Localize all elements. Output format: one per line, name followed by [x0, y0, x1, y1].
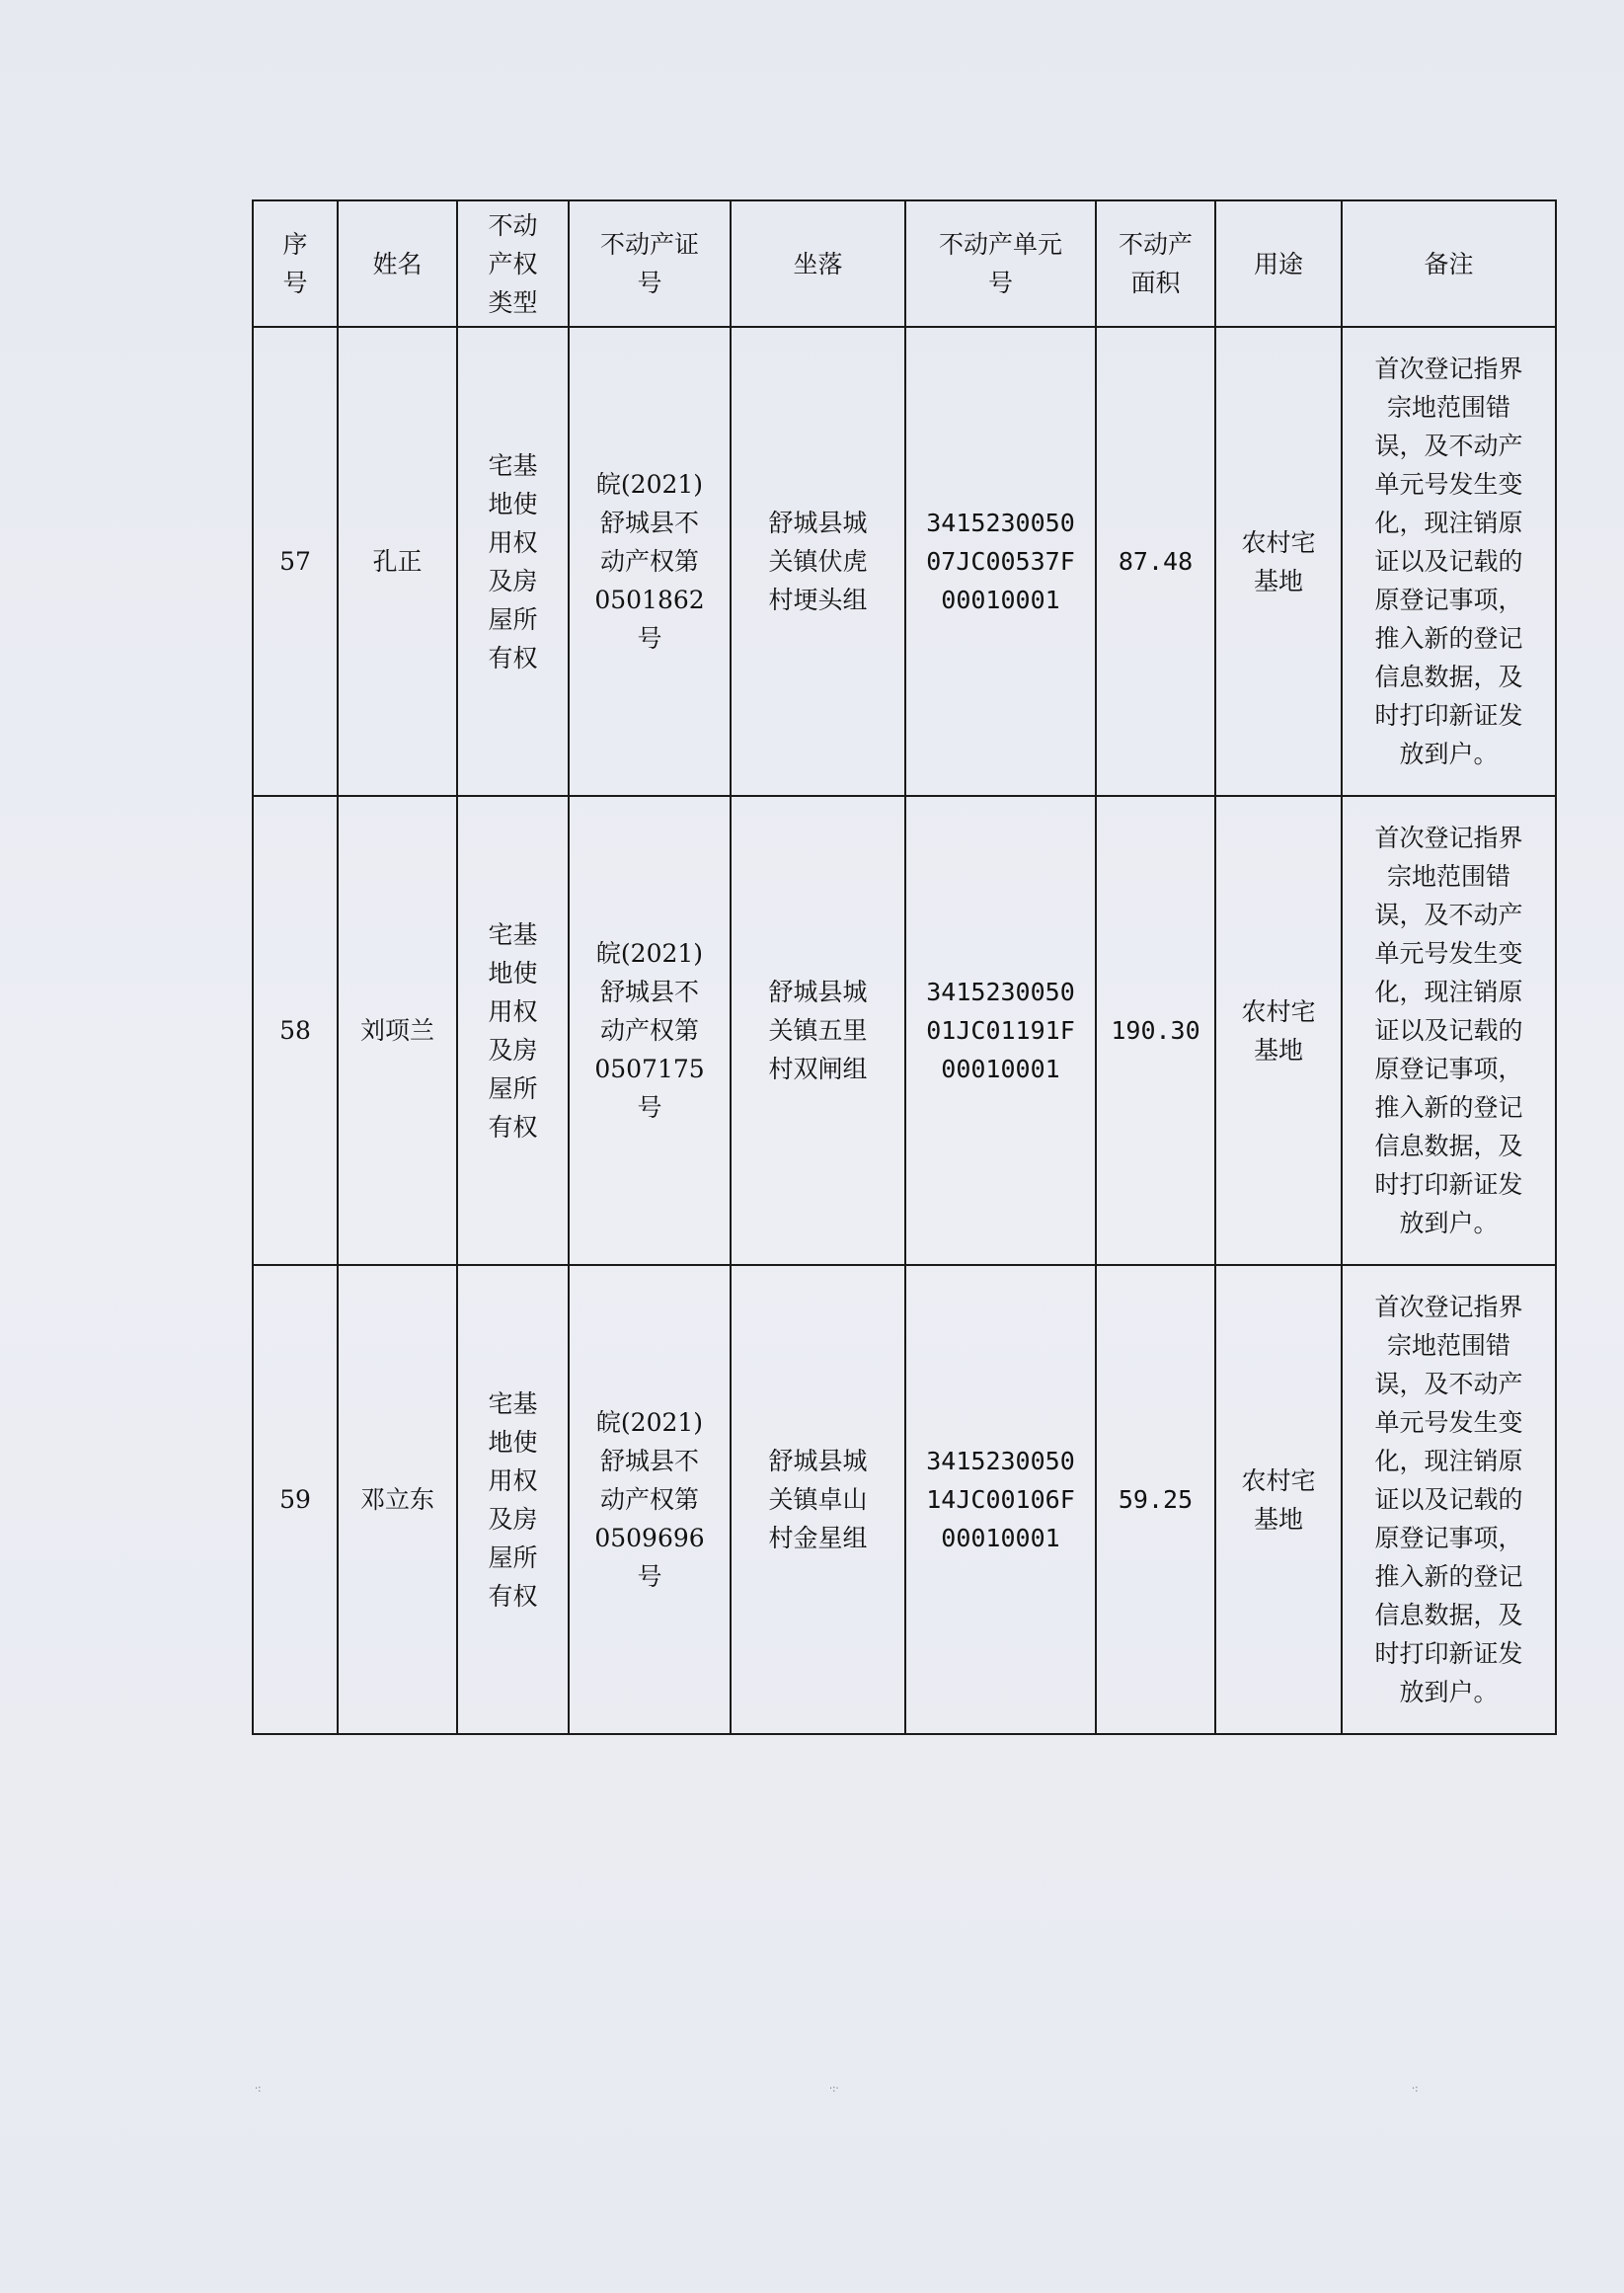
registry-table	[252, 199, 1557, 1735]
cell-usage: 农村宅 基地	[1215, 796, 1342, 1265]
table-row	[253, 327, 1556, 796]
cell-area: 190.30	[1096, 796, 1215, 1265]
cell-area: 87.48	[1096, 327, 1215, 796]
cell-name: 孔正	[338, 327, 457, 796]
cell-name: 邓立东	[338, 1265, 457, 1734]
cell-cert-no: 皖(2021) 舒城县不 动产权第 0501862 号	[569, 327, 731, 796]
header-cert-no: 不动产证 号	[569, 200, 731, 327]
cell-name: 刘项兰	[338, 796, 457, 1265]
scan-speck: ·:	[255, 2084, 262, 2095]
cell-remark: 首次登记指界 宗地范围错 误，及不动产 单元号发生变 化，现注销原 证以及记载的 原登记事项， 推入新的登记 信息数据，及 时打印新证发 放到户。	[1342, 1265, 1556, 1734]
cell-remark: 首次登记指界 宗地范围错 误，及不动产 单元号发生变 化，现注销原 证以及记载的 原登记事项， 推入新的登记 信息数据，及 时打印新证发 放到户。	[1342, 796, 1556, 1265]
cell-cert-no: 皖(2021) 舒城县不 动产权第 0507175 号	[569, 796, 731, 1265]
table-row	[253, 796, 1556, 1265]
header-remark: 备注	[1342, 200, 1556, 327]
header-row	[253, 200, 1556, 327]
cell-unit-no: 3415230050 01JC01191F 00010001	[905, 796, 1096, 1265]
scan-speck: ·:	[1412, 2084, 1419, 2095]
cell-location: 舒城县城 关镇五里 村双闸组	[731, 796, 905, 1265]
scan-speck: ·:·	[829, 2084, 839, 2095]
cell-location: 舒城县城 关镇卓山 村金星组	[731, 1265, 905, 1734]
header-right-type: 不动 产权 类型	[457, 200, 569, 327]
header-name: 姓名	[338, 200, 457, 327]
cell-right-type: 宅基 地使 用权 及房 屋所 有权	[457, 796, 569, 1265]
cell-usage: 农村宅 基地	[1215, 1265, 1342, 1734]
header-area: 不动产 面积	[1096, 200, 1215, 327]
cell-remark: 首次登记指界 宗地范围错 误，及不动产 单元号发生变 化，现注销原 证以及记载的 原登记事项， 推入新的登记 信息数据，及 时打印新证发 放到户。	[1342, 327, 1556, 796]
table-row	[253, 1265, 1556, 1734]
header-unit-no: 不动产单元 号	[905, 200, 1096, 327]
cell-usage: 农村宅 基地	[1215, 327, 1342, 796]
header-location: 坐落	[731, 200, 905, 327]
cell-area: 59.25	[1096, 1265, 1215, 1734]
header-usage: 用途	[1215, 200, 1342, 327]
cell-right-type: 宅基 地使 用权 及房 屋所 有权	[457, 327, 569, 796]
cell-unit-no: 3415230050 07JC00537F 00010001	[905, 327, 1096, 796]
header-seq: 序 号	[253, 200, 338, 327]
cell-unit-no: 3415230050 14JC00106F 00010001	[905, 1265, 1096, 1734]
cell-cert-no: 皖(2021) 舒城县不 动产权第 0509696 号	[569, 1265, 731, 1734]
cell-right-type: 宅基 地使 用权 及房 屋所 有权	[457, 1265, 569, 1734]
cell-seq: 58	[253, 796, 338, 1265]
cell-seq: 57	[253, 327, 338, 796]
table-body	[253, 327, 1556, 1734]
cell-seq: 59	[253, 1265, 338, 1734]
cell-location: 舒城县城 关镇伏虎 村埂头组	[731, 327, 905, 796]
